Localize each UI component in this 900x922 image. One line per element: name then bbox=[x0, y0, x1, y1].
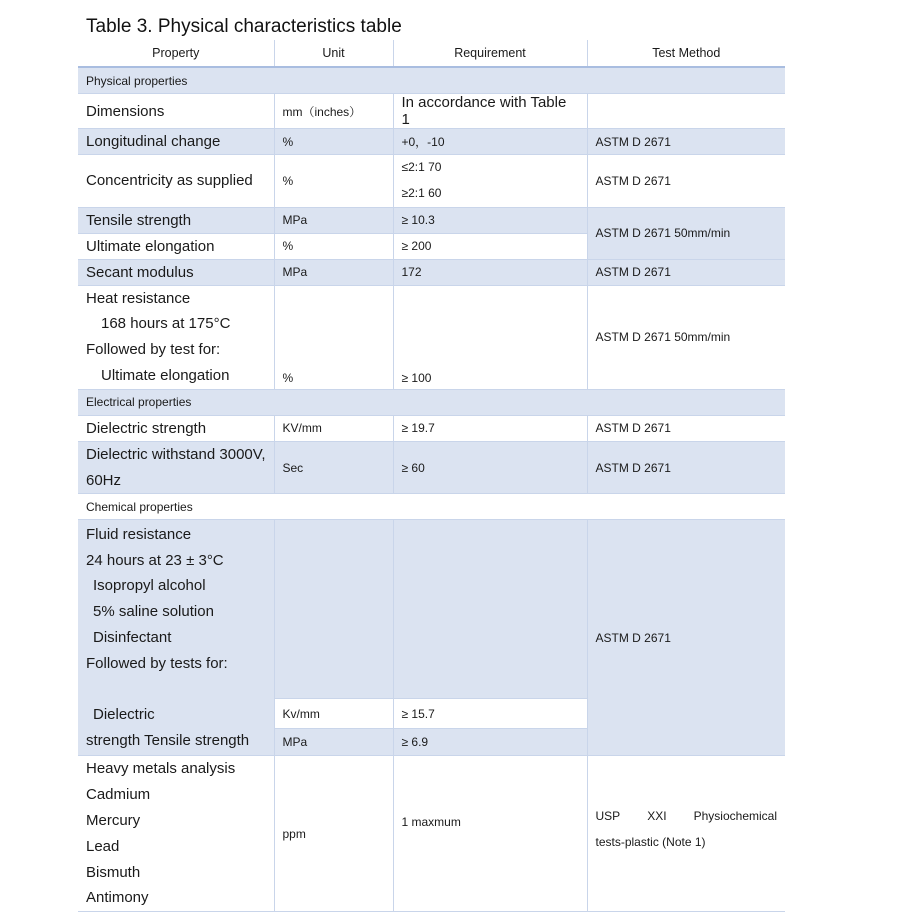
unit-cell: MPa bbox=[274, 207, 393, 233]
property-cell: Dielectric strength bbox=[78, 415, 274, 441]
property-line: Followed by test for: bbox=[86, 341, 221, 359]
requirement-cell: 1 maxmum bbox=[393, 756, 587, 912]
property-line: Dielectric withstand 3000V, bbox=[86, 445, 266, 463]
unit-cell: Sec bbox=[274, 441, 393, 494]
unit-cell: % bbox=[274, 285, 393, 389]
property-line: Dielectric bbox=[93, 706, 155, 724]
property-line: Ultimate elongation bbox=[101, 366, 230, 384]
row-fluid-resistance bbox=[78, 520, 785, 699]
method-cell: ASTM D 2671 bbox=[587, 129, 785, 155]
unit-cell: % bbox=[274, 129, 393, 155]
property-cell bbox=[78, 756, 274, 912]
property-cell bbox=[78, 441, 274, 494]
method-cell: ASTM D 2671 50mm/min bbox=[587, 207, 785, 259]
property-line: Bismuth bbox=[86, 863, 141, 881]
property-line: Heavy metals analysis bbox=[86, 760, 236, 778]
property-line: Antimony bbox=[86, 889, 149, 907]
property-cell bbox=[78, 520, 274, 756]
section-chemical bbox=[78, 494, 785, 520]
header-row bbox=[78, 40, 785, 67]
header-property: Property bbox=[78, 40, 274, 67]
property-cell: Secant modulus bbox=[78, 259, 274, 285]
row-heavy-metals bbox=[78, 756, 785, 912]
method-word: XXI bbox=[647, 808, 667, 823]
requirement-line: ≤2:1 70 bbox=[401, 160, 442, 174]
requirement-cell: ≥ 100 bbox=[393, 285, 587, 389]
method-cell: ASTM D 2671 bbox=[587, 259, 785, 285]
method-line: tests-plastic (Note 1) bbox=[595, 834, 706, 849]
property-line: Fluid resistance bbox=[86, 525, 192, 543]
property-line: Lead bbox=[86, 837, 120, 855]
property-line: Disinfectant bbox=[93, 628, 172, 646]
property-cell: Concentricity as supplied bbox=[78, 155, 274, 208]
header-requirement: Requirement bbox=[393, 40, 587, 67]
unit-cell bbox=[274, 520, 393, 699]
requirement-cell: 172 bbox=[393, 259, 587, 285]
property-line: 5% saline solution bbox=[93, 603, 214, 621]
unit-cell: ppm bbox=[274, 756, 393, 912]
property-line: Isopropyl alcohol bbox=[93, 577, 206, 595]
requirement-cell: ≥ 15.7 bbox=[393, 699, 587, 729]
header-test-method: Test Method bbox=[587, 40, 785, 67]
row-secant-modulus bbox=[78, 259, 785, 285]
method-line bbox=[596, 803, 778, 829]
section-physical bbox=[78, 67, 785, 94]
requirement-cell: In accordance with Table 1 bbox=[393, 94, 587, 129]
section-label: Electrical properties bbox=[78, 389, 785, 415]
property-line: 24 hours at 23 ± 3°C bbox=[86, 551, 224, 569]
method-cell: ASTM D 2671 bbox=[587, 155, 785, 208]
row-concentricity bbox=[78, 155, 785, 208]
requirement-cell: ≥ 19.7 bbox=[393, 415, 587, 441]
property-line: strength Tensile strength bbox=[86, 732, 250, 750]
requirement-cell: ≥ 10.3 bbox=[393, 207, 587, 233]
property-cell bbox=[78, 285, 274, 389]
section-label: Chemical properties bbox=[78, 494, 785, 520]
property-line bbox=[86, 677, 266, 703]
property-line: Cadmium bbox=[86, 786, 151, 804]
property-cell: Tensile strength bbox=[78, 207, 274, 233]
property-cell: Longitudinal change bbox=[78, 129, 274, 155]
unit-cell: % bbox=[274, 233, 393, 259]
method-cell bbox=[587, 94, 785, 129]
section-label: Physical properties bbox=[78, 67, 785, 94]
unit-cell: Kv/mm bbox=[274, 699, 393, 729]
property-line: Mercury bbox=[86, 811, 141, 829]
property-cell: Ultimate elongation bbox=[78, 233, 274, 259]
method-cell: ASTM D 2671 50mm/min bbox=[587, 285, 785, 389]
method-word: USP bbox=[595, 808, 621, 823]
header-unit: Unit bbox=[274, 40, 393, 67]
requirement-cell: ≥ 60 bbox=[393, 441, 587, 494]
unit-cell: MPa bbox=[274, 259, 393, 285]
row-tensile-strength bbox=[78, 207, 785, 233]
characteristics-table bbox=[78, 40, 785, 912]
property-line: Followed by tests for: bbox=[86, 654, 228, 672]
requirement-cell bbox=[393, 155, 587, 208]
requirement-cell bbox=[393, 520, 587, 699]
row-dielectric-strength bbox=[78, 415, 785, 441]
section-electrical bbox=[78, 389, 785, 415]
unit-cell: KV/mm bbox=[274, 415, 393, 441]
method-cell bbox=[587, 756, 785, 912]
method-cell: ASTM D 2671 bbox=[587, 520, 785, 756]
row-heat-resistance bbox=[78, 285, 785, 389]
unit-cell: mm（inches） bbox=[274, 94, 393, 129]
property-line: 60Hz bbox=[86, 471, 122, 489]
requirement-line: ≥2:1 60 bbox=[401, 185, 442, 200]
requirement-cell: +0，-10 bbox=[393, 129, 587, 155]
unit-cell: MPa bbox=[274, 729, 393, 756]
requirement-cell: ≥ 200 bbox=[393, 233, 587, 259]
unit-cell: % bbox=[274, 155, 393, 208]
method-cell: ASTM D 2671 bbox=[587, 415, 785, 441]
property-cell: Dimensions bbox=[78, 94, 274, 129]
row-dimensions bbox=[78, 94, 785, 129]
requirement-cell: ≥ 6.9 bbox=[393, 729, 587, 756]
row-longitudinal-change bbox=[78, 129, 785, 155]
row-dielectric-withstand bbox=[78, 441, 785, 494]
method-word: Physiochemical bbox=[693, 808, 777, 823]
property-line: 168 hours at 175°C bbox=[101, 315, 231, 333]
method-cell: ASTM D 2671 bbox=[587, 441, 785, 494]
property-line: Heat resistance bbox=[86, 289, 191, 307]
table-title: Table 3. Physical characteristics table bbox=[86, 16, 402, 37]
